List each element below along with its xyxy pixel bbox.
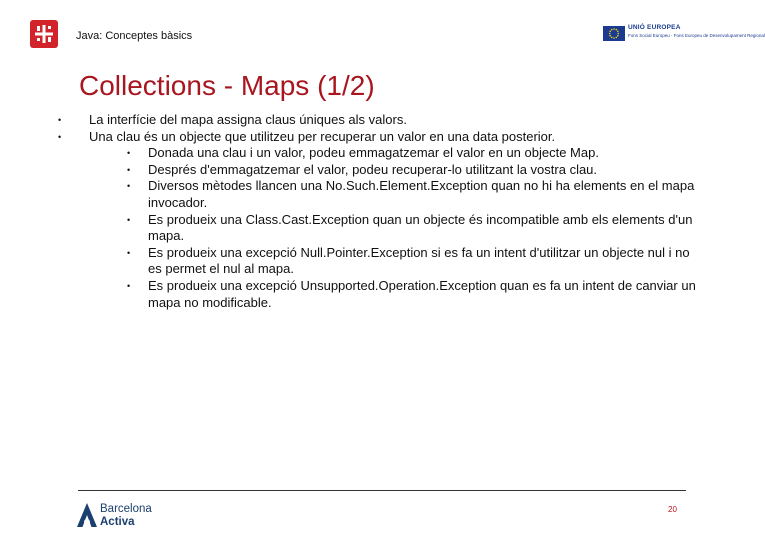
brand-line-2: Activa: [100, 515, 135, 528]
sub-bullet-item: [58, 212, 698, 245]
bullet-icon: •: [58, 131, 62, 142]
bullet-text: La interfície del mapa assigna claus úniques als valors.: [89, 112, 407, 127]
bullet-icon: •: [127, 247, 131, 258]
sub-bullet-item: [58, 162, 698, 179]
bullet-item: [58, 112, 698, 129]
bullet-icon: •: [127, 164, 131, 175]
bullet-icon: •: [127, 214, 131, 225]
sub-bullet-text: Diversos mètodes llancen una No.Such.Element.Exception quan no hi ha elements en el mapa invocador.: [148, 178, 695, 210]
eu-flag-icon: [603, 26, 625, 41]
sub-bullet-text: Es produeix una excepció Null.Pointer.Exception si es fa un intent d'utilitzar un objecte nul i no es permet el nul al mapa.: [148, 244, 690, 277]
bullet-icon: •: [127, 280, 131, 291]
slide-title: Collections - Maps (1/2): [79, 70, 375, 101]
barcelona-activa-text: [100, 503, 152, 528]
bullet-icon: •: [127, 181, 131, 192]
footer-divider: [78, 490, 686, 491]
eu-logo-text: UNIÓ EUROPEA: [628, 24, 681, 31]
barcelona-city-logo-icon: [30, 20, 58, 48]
eu-logo-subtext: Fons Social Europeu · Fons Europeu de Desenvolupament Regional: [628, 33, 765, 38]
brand-line-1: Barcelona: [100, 503, 152, 515]
bullet-icon: •: [58, 115, 62, 125]
barcelona-activa-a-icon: [76, 502, 98, 528]
sub-bullet-text: Es produeix una excepció Unsupported.Operation.Exception quan es fa un intent de canviar un mapa no modificable.: [148, 277, 696, 310]
sub-bullet-item: [58, 278, 698, 311]
sub-bullet-item: [58, 178, 698, 211]
barcelona-activa-logo: [76, 502, 176, 532]
header-title: Java: Conceptes bàsics: [76, 30, 193, 42]
eu-logo: [603, 24, 765, 44]
bullet-text: Una clau és un objecte que utilitzeu per recuperar un valor en una data posterior.: [89, 128, 556, 144]
bullet-icon: •: [127, 148, 131, 159]
page-number: 20: [668, 505, 677, 514]
sub-bullet-item: [58, 145, 698, 162]
sub-bullet-text: Després d'emmagatzemar el valor, podeu recuperar-lo utilitzant la vostra clau.: [148, 161, 598, 177]
sub-bullet-text: Donada una clau i un valor, podeu emmagatzemar el valor en un objecte Map.: [148, 145, 599, 161]
sub-bullet-text: Es produeix una Class.Cast.Exception quan un objecte és incompatible amb els elements d'un mapa.: [148, 211, 693, 244]
sub-bullet-item: [58, 245, 698, 278]
slide-content: [58, 112, 698, 311]
bullet-item: [58, 129, 698, 146]
